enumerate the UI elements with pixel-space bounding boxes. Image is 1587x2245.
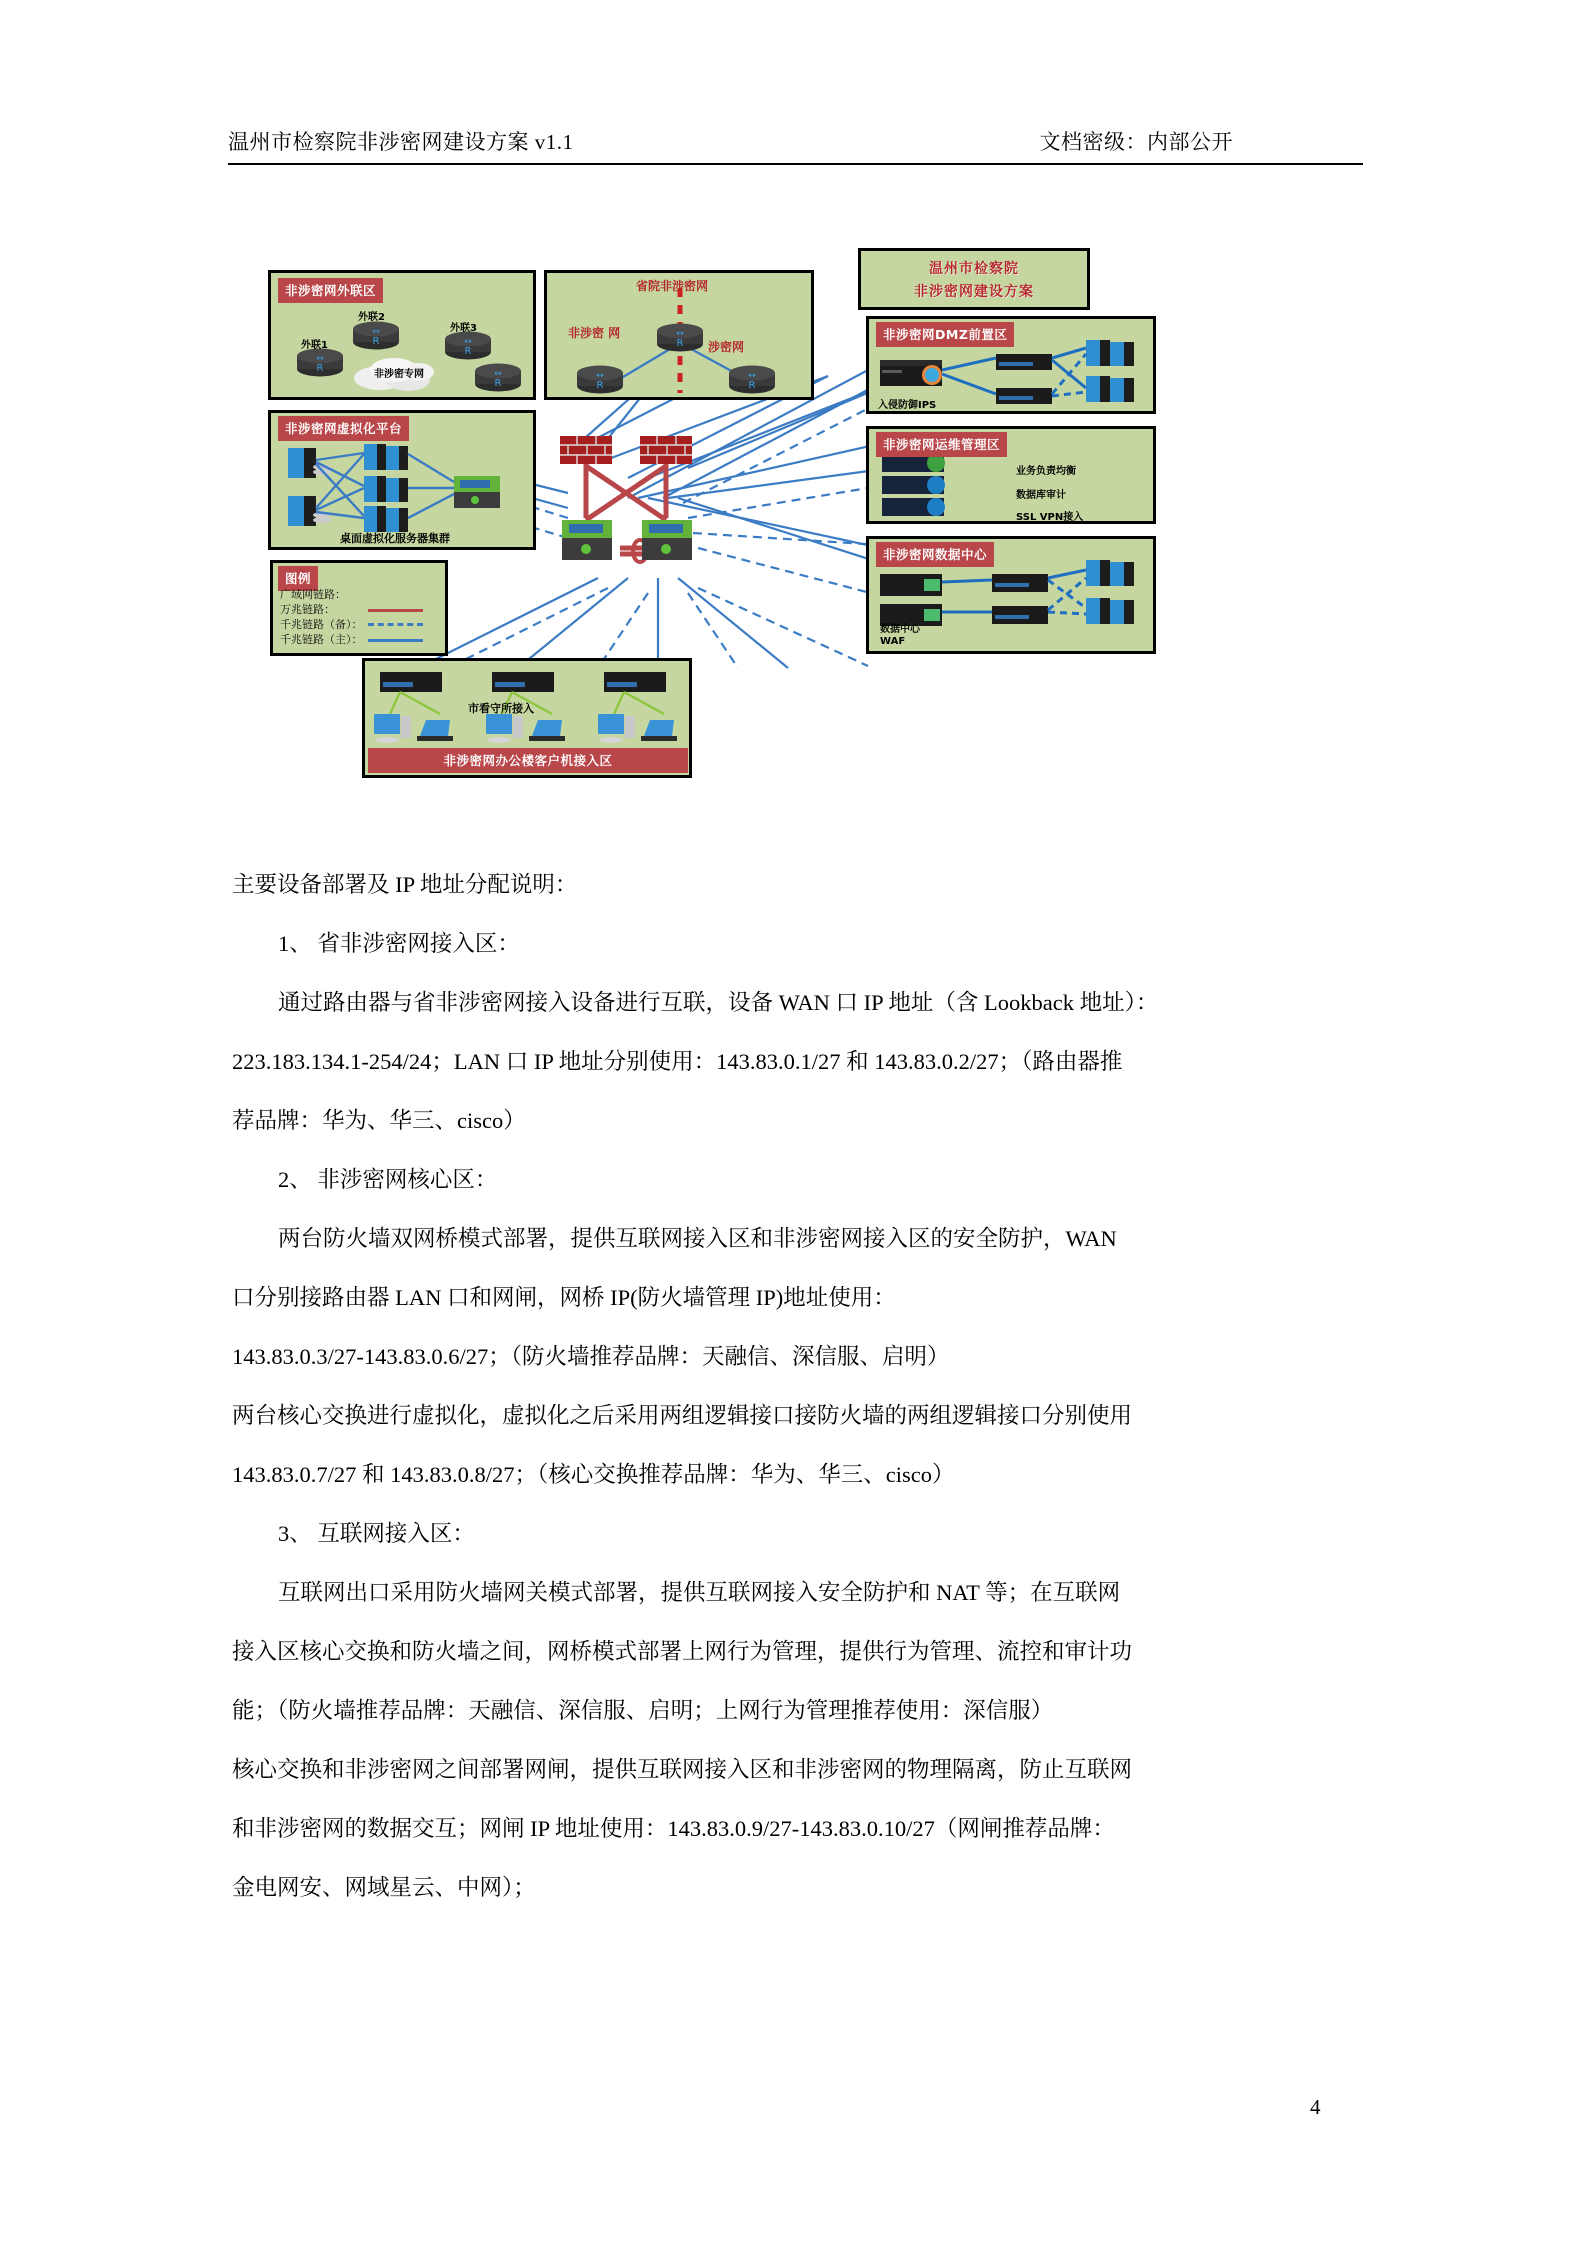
zone-dmz-title: 非涉密网DMZ前置区: [876, 322, 1014, 347]
legend-label-wan: 广域网链路：: [280, 589, 346, 601]
router-label-external-2: 外联2: [358, 312, 385, 323]
svg-text:R: R: [372, 336, 380, 347]
section-2-para-3: 143.83.0.3/27-143.83.0.6/27；（防火墙推荐品牌：天融信、深信服、启明）: [232, 1344, 950, 1369]
section-1-heading: 1、 省非涉密网接入区：: [278, 931, 520, 956]
legend-label-1g-primary: 千兆链路（主）：: [280, 634, 363, 646]
body-intro: 主要设备部署及 IP 地址分配说明：: [232, 872, 578, 897]
legend-title: 图例: [278, 566, 318, 591]
section-3-para-2: 接入区核心交换和防火墙之间，网桥模式部署上网行为管理，提供行为管理、流控和审计功: [232, 1639, 1133, 1664]
svg-text:R: R: [596, 380, 604, 391]
legend-row-1g-backup: [280, 618, 1200, 633]
label-detention-center-access: 市看守所接入: [468, 702, 534, 715]
router-label-external-3: 外联3: [450, 323, 477, 334]
svg-text:R: R: [748, 380, 756, 391]
diagram-title-line2: 非涉密网建设方案: [914, 283, 1034, 300]
section-3-para-5: 和非涉密网的数据交互；网闸 IP 地址使用：143.83.0.9/27-143.83.0.10/27（网闸推荐品牌：: [232, 1816, 1115, 1841]
label-classified-net: 涉密网: [708, 340, 745, 354]
label-province-network: 省院非涉密网: [636, 279, 709, 293]
legend-swatch-wan: [368, 594, 423, 597]
section-2-para-1: 两台防火墙双网桥模式部署，提供互联网接入区和非涉密网接入区的安全防护，WAN: [278, 1226, 1117, 1251]
section-2-para-2: 口分别接路由器 LAN 口和网闸，网桥 IP(防火墙管理 IP)地址使用：: [232, 1285, 896, 1310]
section-2-heading: 2、 非涉密网核心区：: [278, 1167, 498, 1192]
header-document-title: 温州市检察院非涉密网建设方案 v1.1: [228, 130, 574, 154]
office-devices: [268, 248, 1188, 808]
section-3-para-6: 金电网安、网域星云、中网）；: [232, 1875, 536, 1900]
ops-item-db-audit: 数据库审计: [1016, 490, 1066, 501]
legend-row-10g: [280, 603, 1200, 618]
ops-item-load-balancer: 业务负责均衡: [1016, 466, 1076, 477]
legend-label-1g-backup: 千兆链路（备）：: [280, 619, 363, 631]
page-header: [228, 126, 1363, 156]
legend-row-wan: [280, 588, 1200, 603]
datacenter-caption-line1: 数据中心: [880, 624, 920, 635]
header-rule: [228, 163, 1363, 165]
cloud-label-private-net: 非涉密专网: [374, 369, 424, 380]
svg-text:↔: ↔: [464, 337, 472, 347]
diagram-title-line1: 温州市检察院: [929, 260, 1019, 277]
svg-text:↔: ↔: [316, 354, 324, 364]
svg-text:↔: ↔: [596, 371, 604, 381]
section-1-para-2: 223.183.134.1-254/24；LAN 口 IP 地址分别使用：143.83.0.1/27 和 143.83.0.2/27；（路由器推: [232, 1049, 1123, 1074]
header-classification: 文档密级：内部公开: [1039, 130, 1233, 154]
svg-text:↔: ↔: [676, 329, 684, 339]
svg-text:R: R: [316, 363, 324, 374]
section-3-heading: 3、 互联网接入区：: [278, 1521, 475, 1546]
section-2-para-4: 两台核心交换进行虚拟化，虚拟化之后采用两组逻辑接口接防火墙的两组逻辑接口分别使用: [232, 1403, 1133, 1428]
svg-text:R: R: [676, 338, 684, 349]
zone-virtualization-title: 非涉密网虚拟化平台: [278, 416, 409, 441]
zone-dmz-ips-label: 入侵防御IPS: [878, 400, 937, 411]
ops-item-ssl-vpn: SSL VPN接入: [1016, 512, 1084, 523]
svg-text:↔: ↔: [748, 371, 756, 381]
legend-swatch-1g-backup: [368, 623, 423, 629]
router-label-external-1: 外联1: [301, 340, 328, 351]
section-3-para-4: 核心交换和非涉密网之间部署网闸，提供互联网接入区和非涉密网的物理隔离，防止互联网: [232, 1757, 1133, 1782]
section-2-para-5: 143.83.0.7/27 和 143.83.0.8/27；（核心交换推荐品牌：华为、华三、cisco）: [232, 1462, 955, 1487]
zone-office-title: 非涉密网办公楼客户机接入区: [368, 748, 688, 773]
svg-text:↔: ↔: [494, 369, 502, 379]
legend-swatch-1g-primary: [368, 639, 423, 642]
section-3-para-1: 互联网出口采用防火墙网关模式部署，提供互联网接入安全防护和 NAT 等；在互联网: [278, 1580, 1121, 1605]
datacenter-caption-line2: WAF: [880, 636, 906, 647]
document-body: [232, 855, 1362, 1917]
zone-external-title: 非涉密网外联区: [278, 278, 383, 303]
legend-swatch-10g: [368, 609, 423, 612]
page-number: 4: [1310, 2095, 1321, 2119]
svg-text:R: R: [464, 346, 472, 357]
svg-text:↔: ↔: [372, 327, 380, 337]
section-1-para-3: 荐品牌：华为、华三、cisco）: [232, 1108, 526, 1133]
zone-virtualization-caption: 桌面虚拟化服务器集群: [340, 532, 450, 545]
legend-label-10g: 万兆链路：: [280, 604, 335, 616]
legend-rows: [280, 588, 1200, 648]
zone-ops-title: 非涉密网运维管理区: [876, 432, 1007, 457]
network-topology-diagram: [268, 248, 1188, 808]
section-3-para-3: 能；（防火墙推荐品牌：天融信、深信服、启明；上网行为管理推荐使用：深信服）: [232, 1698, 1054, 1723]
zone-datacenter-title: 非涉密网数据中心: [876, 542, 994, 567]
svg-text:R: R: [494, 378, 502, 389]
legend-row-1g-primary: [280, 633, 1200, 648]
section-1-para-1: 通过路由器与省非涉密网接入设备进行互联，设备 WAN 口 IP 地址（含 Lookback 地址）：: [278, 990, 1159, 1015]
label-non-classified-net: 非涉密 网: [568, 326, 621, 340]
